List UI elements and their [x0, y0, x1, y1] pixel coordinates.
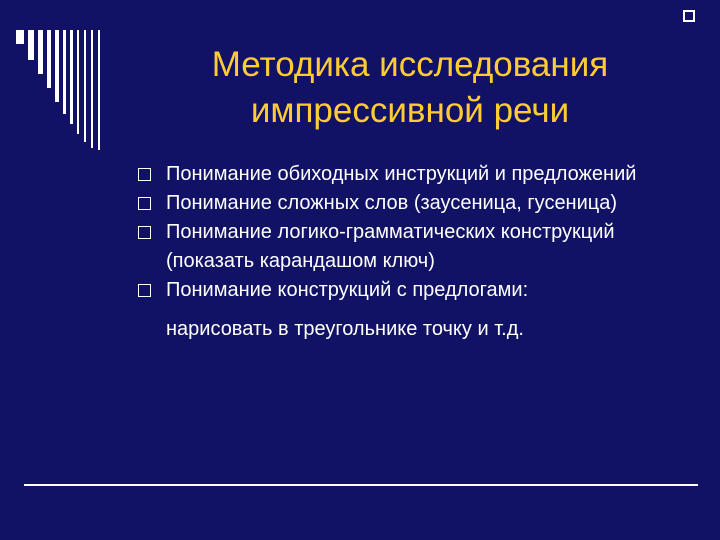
slide-title [150, 42, 670, 134]
bullet-text-line-1: Понимание конструкций с предлогами: [166, 279, 529, 301]
corner-square-icon [683, 10, 695, 22]
bullet-text-line-2: нарисовать в треугольнике точку и т.д. [166, 318, 524, 340]
vertical-stripes-icon [14, 30, 124, 150]
bullet-item [138, 218, 658, 276]
bullet-list [138, 160, 658, 344]
bullet-text: Понимание логико-грамматических конструкций (показать карандашом ключ) [166, 221, 615, 272]
hollow-square-icon [138, 226, 151, 239]
bullet-item [138, 160, 658, 189]
title-line-1: Методика исследования [211, 45, 609, 84]
bullet-text: Понимание обиходных инструкций и предложений [166, 163, 637, 185]
bullet-item [138, 189, 658, 218]
hollow-square-icon [138, 284, 151, 297]
hollow-square-icon [138, 197, 151, 210]
footer-divider [24, 484, 698, 486]
bullet-item [138, 276, 658, 344]
hollow-square-icon [138, 168, 151, 181]
bullet-text: Понимание сложных слов (заусеница, гусеница) [166, 192, 618, 214]
title-line-2: импрессивной речи [250, 91, 570, 130]
